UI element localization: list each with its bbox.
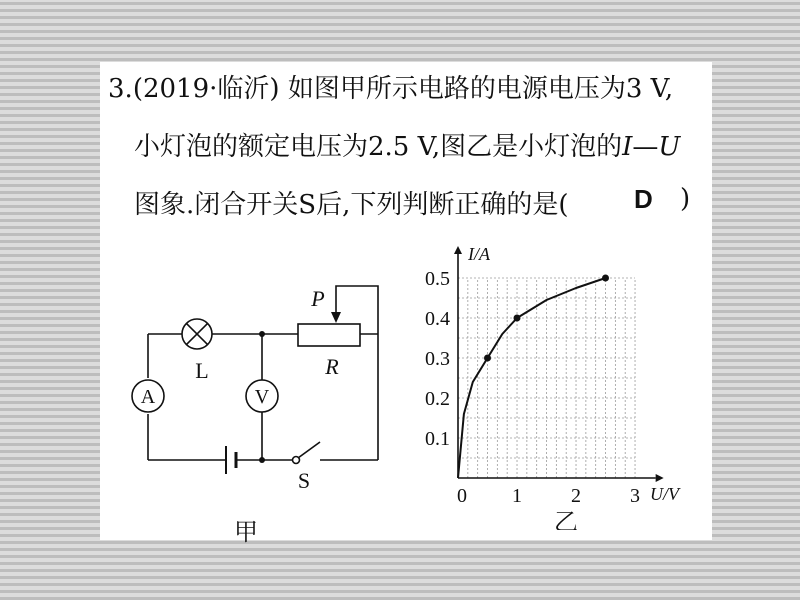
voltage-symbol: U	[658, 132, 681, 162]
iu-data-point	[602, 275, 609, 282]
y-tick-label: 0.1	[425, 428, 450, 450]
dash-symbol: —	[632, 132, 659, 162]
x-tick-label: 3	[630, 485, 640, 507]
graph-axes	[454, 246, 664, 482]
question-line-1-text: 如图甲所示电路的电源电压为3 V,	[287, 74, 674, 104]
rheostat-box	[298, 324, 360, 346]
voltmeter-label: V	[254, 386, 270, 408]
graph-grid	[458, 278, 635, 478]
origin-label: 0	[457, 485, 467, 507]
question-line-1	[108, 68, 673, 105]
question-source: (2019·临沂)	[132, 74, 280, 104]
iu-graph	[400, 240, 700, 530]
question-number: 3.	[108, 74, 133, 104]
current-symbol: I	[622, 132, 633, 162]
ammeter-label: A	[140, 386, 156, 408]
x-tick-label: 2	[571, 485, 581, 507]
y-tick-label: 0.3	[425, 348, 450, 370]
y-axis-label: I/A	[468, 244, 490, 264]
resistor-label: R	[325, 354, 339, 379]
switch-blade	[298, 442, 320, 458]
iu-data-point	[514, 315, 521, 322]
switch-label: S	[297, 468, 311, 493]
x-tick-label: 1	[512, 485, 522, 507]
iu-data-point	[484, 355, 491, 362]
y-tick-label: 0.5	[425, 268, 450, 290]
circuit-caption: 甲	[234, 520, 258, 546]
y-tick-label: 0.2	[425, 388, 450, 410]
x-axis-label: U/V	[650, 484, 679, 504]
circuit-diagram	[120, 262, 420, 552]
junction-top	[259, 331, 265, 337]
slider-arrow-icon	[331, 312, 341, 323]
question-card	[100, 62, 712, 546]
close-paren: )	[680, 184, 691, 214]
y-tick-label: 0.4	[425, 308, 450, 330]
answer-letter: D	[634, 184, 653, 214]
question-line-3-text: 图象.闭合开关S后,下列判断正确的是(	[134, 190, 569, 220]
switch-contact	[293, 457, 300, 464]
question-line-2	[134, 126, 680, 163]
question-line-2-text: 小灯泡的额定电压为2.5 V,图乙是小灯泡的	[134, 132, 623, 162]
junction-bottom	[259, 457, 265, 463]
lamp-label: L	[195, 358, 209, 383]
question-line-3	[134, 184, 569, 221]
slider-label: P	[311, 286, 325, 311]
graph-caption: 乙	[554, 510, 578, 530]
slider-wire	[336, 286, 378, 460]
x-axis-arrow-icon	[656, 474, 664, 482]
y-axis-arrow-icon	[454, 246, 462, 254]
